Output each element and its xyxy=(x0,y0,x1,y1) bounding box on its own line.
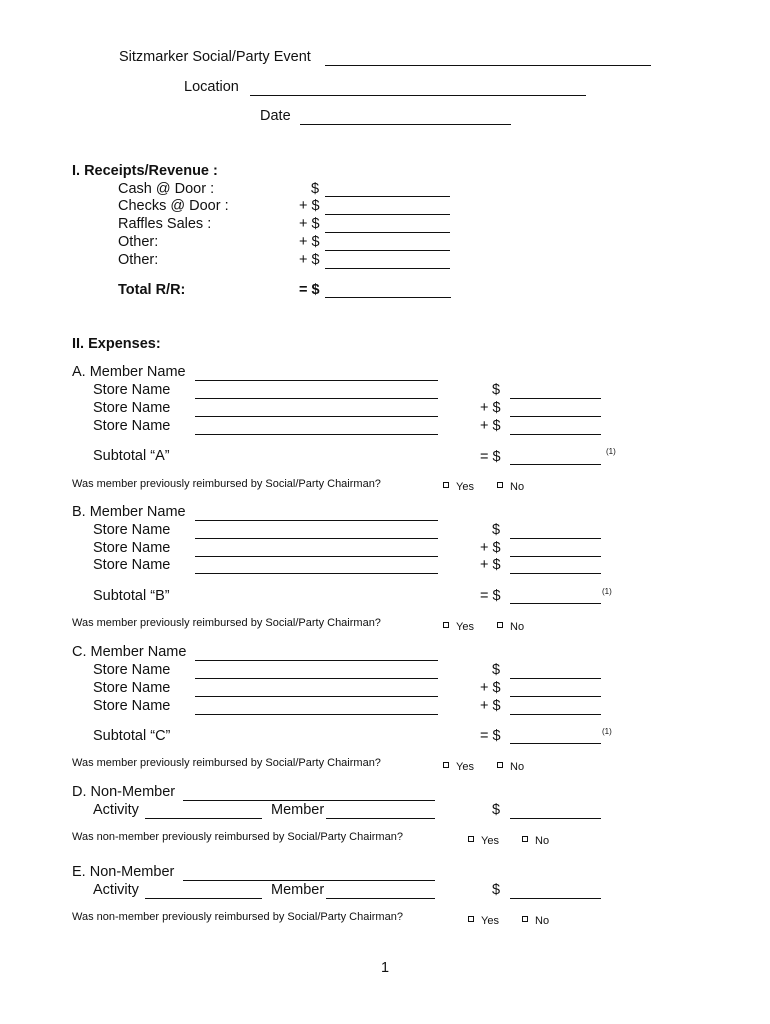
subtotal-field[interactable] xyxy=(510,464,601,465)
footnote-marker: (1) xyxy=(602,727,612,736)
receipt-op: + $ xyxy=(299,198,320,214)
amount-field[interactable] xyxy=(510,573,601,574)
subtotal-label: Subtotal “C” xyxy=(93,728,171,744)
no-checkbox[interactable] xyxy=(497,617,524,635)
amount-field[interactable] xyxy=(510,696,601,697)
dollar-sign: $ xyxy=(492,662,501,678)
equals-dollar: = $ xyxy=(480,588,501,604)
no-checkbox[interactable] xyxy=(522,911,549,929)
store-name-field[interactable] xyxy=(195,696,438,697)
non-member-label: D. Non-Member xyxy=(72,784,176,800)
yes-checkbox[interactable] xyxy=(468,831,499,849)
store-name-field[interactable] xyxy=(195,678,438,679)
amount-field[interactable] xyxy=(510,538,601,539)
receipt-op: + $ xyxy=(299,252,320,268)
receipt-label: Other: xyxy=(118,252,159,268)
reimbursed-question: Was non-member previously reimbursed by Social/Party Chairman? xyxy=(72,911,403,923)
member-name-field[interactable] xyxy=(195,380,438,381)
equals-dollar: = $ xyxy=(480,728,501,744)
yes-checkbox[interactable] xyxy=(443,477,474,495)
date-field[interactable] xyxy=(300,124,511,125)
dollar-sign: $ xyxy=(492,882,501,898)
event-label: Sitzmarker Social/Party Event xyxy=(119,49,311,65)
yes-checkbox[interactable] xyxy=(443,617,474,635)
plus-dollar: + $ xyxy=(480,698,501,714)
receipt-label: Cash @ Door : xyxy=(118,181,215,197)
checkbox-icon xyxy=(497,482,503,488)
checkbox-icon xyxy=(443,482,449,488)
subtotal-field[interactable] xyxy=(510,603,601,604)
non-member-label: E. Non-Member xyxy=(72,864,175,880)
event-field[interactable] xyxy=(325,65,651,66)
receipt-label: Raffles Sales : xyxy=(118,216,212,232)
checkbox-icon xyxy=(468,916,474,922)
activity-label: Activity xyxy=(93,882,139,898)
non-member-field[interactable] xyxy=(183,880,435,881)
store-name-label: Store Name xyxy=(93,698,171,714)
plus-dollar: + $ xyxy=(480,418,501,434)
no-label: No xyxy=(510,761,525,773)
store-name-label: Store Name xyxy=(93,540,171,556)
reimbursed-question: Was non-member previously reimbursed by Social/Party Chairman? xyxy=(72,831,403,843)
amount-field[interactable] xyxy=(510,556,601,557)
amount-field[interactable] xyxy=(510,678,601,679)
receipts-heading: I. Receipts/Revenue : xyxy=(72,163,218,179)
footnote-marker: (1) xyxy=(606,447,616,456)
store-name-label: Store Name xyxy=(93,400,171,416)
checkbox-icon xyxy=(522,836,528,842)
expenses-heading: II. Expenses: xyxy=(72,336,161,352)
receipt-label: Other: xyxy=(118,234,159,250)
member-name-label: A. Member Name xyxy=(72,364,186,380)
activity-label: Activity xyxy=(93,802,139,818)
receipt-field[interactable] xyxy=(325,214,450,215)
receipt-label: Checks @ Door : xyxy=(118,198,229,214)
member-name-field[interactable] xyxy=(195,520,438,521)
store-name-label: Store Name xyxy=(93,418,171,434)
store-name-field[interactable] xyxy=(195,573,438,574)
total-label: Total R/R: xyxy=(118,282,186,298)
yes-checkbox[interactable] xyxy=(468,911,499,929)
no-label: No xyxy=(510,481,525,493)
yes-label: Yes xyxy=(456,621,474,633)
store-name-label: Store Name xyxy=(93,557,171,573)
location-field[interactable] xyxy=(250,95,586,96)
receipt-field[interactable] xyxy=(325,250,450,251)
no-label: No xyxy=(510,621,525,633)
receipt-op: $ xyxy=(311,181,320,197)
store-name-label: Store Name xyxy=(93,662,171,678)
receipt-field[interactable] xyxy=(325,196,450,197)
member-field[interactable] xyxy=(326,818,435,819)
activity-field[interactable] xyxy=(145,898,262,899)
dollar-sign: $ xyxy=(492,522,501,538)
store-name-field[interactable] xyxy=(195,714,438,715)
receipt-field[interactable] xyxy=(325,232,450,233)
amount-field[interactable] xyxy=(510,898,601,899)
store-name-field[interactable] xyxy=(195,398,438,399)
plus-dollar: + $ xyxy=(480,680,501,696)
amount-field[interactable] xyxy=(510,416,601,417)
activity-field[interactable] xyxy=(145,818,262,819)
checkbox-icon xyxy=(497,622,503,628)
amount-field[interactable] xyxy=(510,818,601,819)
date-label: Date xyxy=(260,108,291,124)
receipt-op: + $ xyxy=(299,216,320,232)
yes-label: Yes xyxy=(456,481,474,493)
plus-dollar: + $ xyxy=(480,400,501,416)
member-field[interactable] xyxy=(326,898,435,899)
store-name-field[interactable] xyxy=(195,416,438,417)
dollar-sign: $ xyxy=(492,802,501,818)
yes-label: Yes xyxy=(481,915,499,927)
yes-checkbox[interactable] xyxy=(443,757,474,775)
subtotal-label: Subtotal “A” xyxy=(93,448,170,464)
total-field[interactable] xyxy=(325,297,451,298)
no-checkbox[interactable] xyxy=(497,477,524,495)
equals-dollar: = $ xyxy=(480,449,501,465)
checkbox-icon xyxy=(443,622,449,628)
subtotal-label: Subtotal “B” xyxy=(93,588,170,604)
reimbursed-question: Was member previously reimbursed by Social/Party Chairman? xyxy=(72,617,381,629)
reimbursed-question: Was member previously reimbursed by Social/Party Chairman? xyxy=(72,757,381,769)
store-name-field[interactable] xyxy=(195,556,438,557)
reimbursed-question: Was member previously reimbursed by Social/Party Chairman? xyxy=(72,478,381,490)
member-label: Member xyxy=(271,882,325,898)
member-name-field[interactable] xyxy=(195,660,438,661)
plus-dollar: + $ xyxy=(480,540,501,556)
member-name-label: C. Member Name xyxy=(72,644,187,660)
store-name-field[interactable] xyxy=(195,434,438,435)
subtotal-field[interactable] xyxy=(510,743,601,744)
checkbox-icon xyxy=(468,836,474,842)
plus-dollar: + $ xyxy=(480,557,501,573)
store-name-field[interactable] xyxy=(195,538,438,539)
store-name-label: Store Name xyxy=(93,680,171,696)
footnote-marker: (1) xyxy=(602,587,612,596)
store-name-label: Store Name xyxy=(93,522,171,538)
receipt-op: + $ xyxy=(299,234,320,250)
store-name-label: Store Name xyxy=(93,382,171,398)
no-label: No xyxy=(535,835,550,847)
location-label: Location xyxy=(184,79,239,95)
total-op: = $ xyxy=(299,282,320,298)
amount-field[interactable] xyxy=(510,398,601,399)
no-checkbox[interactable] xyxy=(522,831,549,849)
yes-label: Yes xyxy=(456,761,474,773)
checkbox-icon xyxy=(443,762,449,768)
member-label: Member xyxy=(271,802,325,818)
page-number: 1 xyxy=(381,960,390,976)
amount-field[interactable] xyxy=(510,434,601,435)
no-checkbox[interactable] xyxy=(497,757,524,775)
receipt-field[interactable] xyxy=(325,268,450,269)
non-member-field[interactable] xyxy=(183,800,435,801)
member-name-label: B. Member Name xyxy=(72,504,186,520)
yes-label: Yes xyxy=(481,835,499,847)
no-label: No xyxy=(535,915,550,927)
checkbox-icon xyxy=(497,762,503,768)
checkbox-icon xyxy=(522,916,528,922)
dollar-sign: $ xyxy=(492,382,501,398)
amount-field[interactable] xyxy=(510,714,601,715)
